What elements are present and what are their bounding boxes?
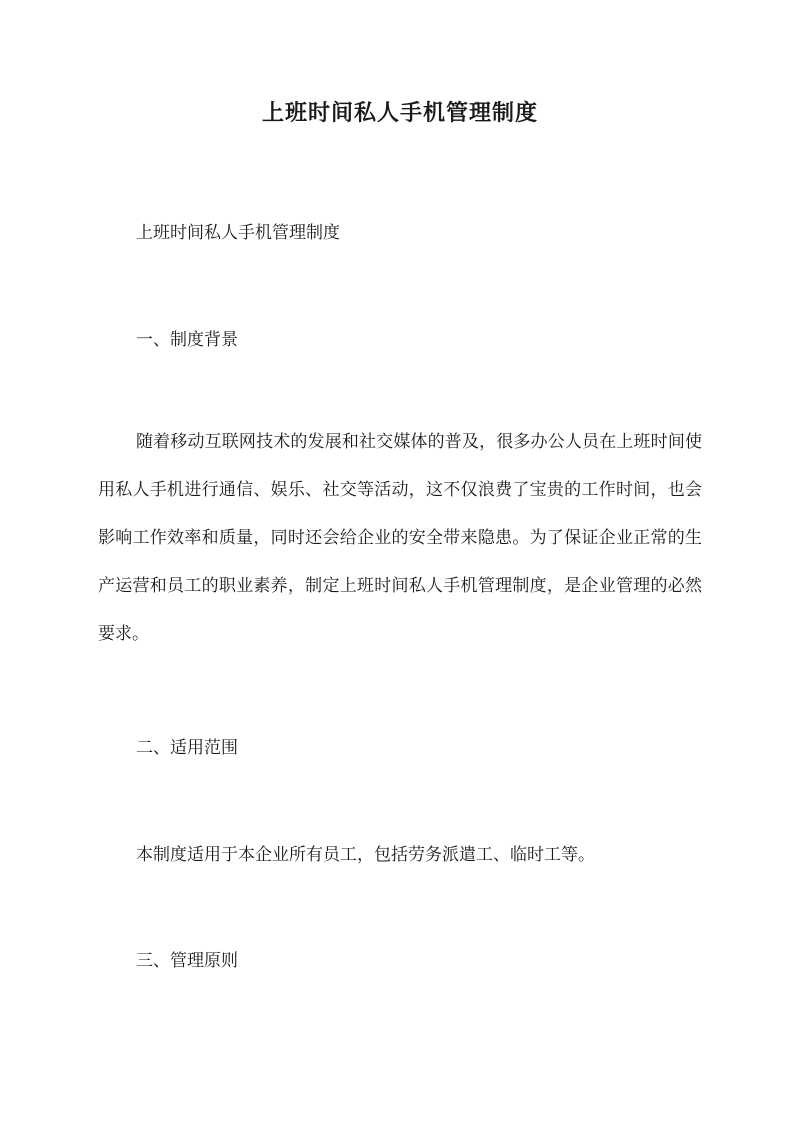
section-heading-principles: 三、管理原则: [136, 951, 238, 971]
section-body-scope: 本制度适用于本企业所有员工，包括劳务派遣工、临时工等。: [136, 845, 595, 865]
section-body-background: 随着移动互联网技术的发展和社交媒体的普及，很多办公人员在上班时间使用私人手机进行通信、娱乐、社交等活动，这不仅浪费了宝贵的工作时间，也会影响工作效率和质量，同时还会给企业的安全带来隐患。为了保证企业正常的生产运营和员工的职业素养，制定上班时间私人手机管理制度，是企业管理的必然要求。: [98, 432, 702, 644]
section-heading-scope: 二、适用范围: [136, 738, 238, 758]
document-title: 上班时间私人手机管理制度: [261, 100, 538, 126]
document-subtitle: 上班时间私人手机管理制度: [136, 223, 340, 243]
section-heading-background: 一、制度背景: [136, 330, 238, 350]
